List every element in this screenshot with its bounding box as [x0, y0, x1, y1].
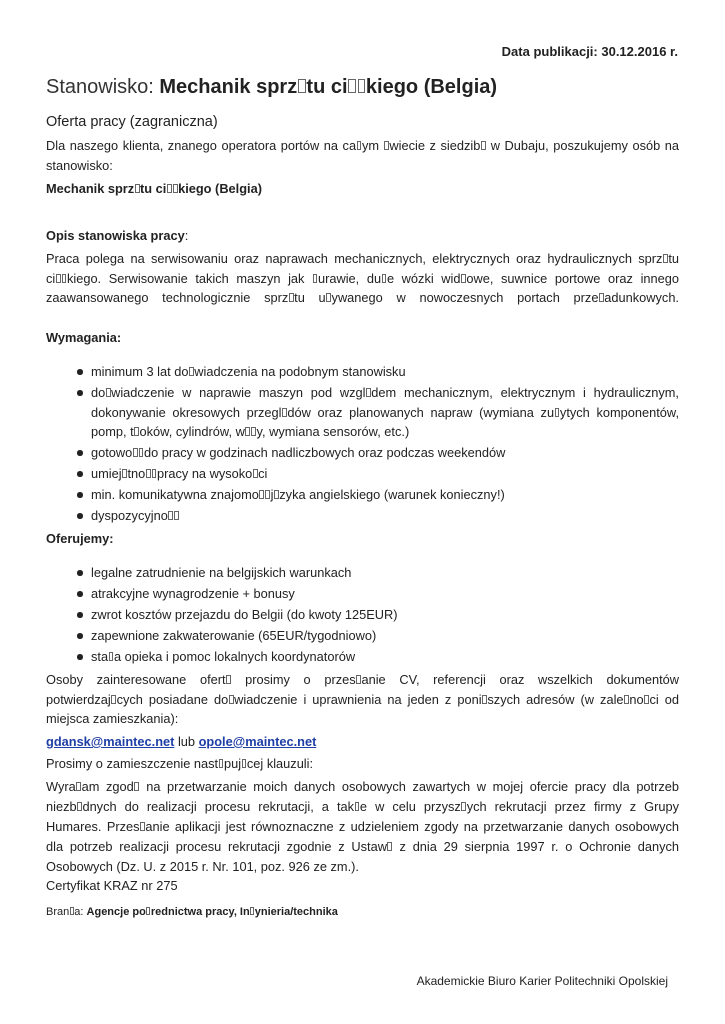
- bullet-icon: [77, 612, 83, 618]
- list-item: [46, 506, 679, 526]
- industry-label: Bran a:: [46, 906, 87, 918]
- industry: [46, 904, 679, 920]
- list-item-text: minimum 3 lat do wiadczenia na podobnym stanowisku: [91, 364, 406, 379]
- bullet-icon: [77, 450, 83, 456]
- list-item: [46, 626, 679, 646]
- clause-line: Osobowych (Dz. U. z 2015 r. Nr. 101, poz. 926 ze zm.).: [46, 859, 359, 874]
- offer-type: Oferta pracy (zagraniczna): [46, 114, 218, 130]
- application-line: potwierdzaj cych posiadane do wiadczenie i uprawnienia na jeden z poni szych adresów (w zale no ci od: [46, 691, 679, 707]
- clause-line: Humares. Przes anie aplikacji jest równoznaczne z udzieleniem zgody na przetwarzanie danych osobowych: [46, 819, 680, 834]
- bullet-icon: [77, 570, 83, 576]
- bullet-icon: [77, 513, 83, 519]
- list-item: [46, 563, 679, 583]
- page-title: [46, 74, 497, 100]
- industry-value: Agencje po rednictwa pracy, In ynieria/technika: [86, 906, 338, 918]
- application-paragraph: [46, 670, 679, 729]
- intro-line: stanowisko:: [46, 157, 113, 173]
- clause-paragraph: [46, 777, 679, 877]
- clause-intro: Prosimy o zamieszczenie nast puj cej klauzuli:: [46, 756, 314, 771]
- bullet-icon: [77, 633, 83, 639]
- bullet-icon: [77, 471, 83, 477]
- list-item: [46, 362, 679, 382]
- email-link-gdansk[interactable]: gdansk@maintec.net: [46, 734, 175, 749]
- application-line: miejsca zamieszkania):: [46, 711, 179, 726]
- description-line: Praca polega na serwisowaniu oraz naprawach mechanicznych, elektrycznych oraz hydraulicznych sprz tu: [46, 251, 679, 266]
- clause-line: dla potrzeb realizacji procesu rekrutacji zgodnie z Ustaw z dnia 29 sierpnia 1997 r. o Ochronie danych: [46, 839, 679, 854]
- footer-source: Akademickie Biuro Karier Politechniki Opolskiej: [416, 974, 668, 988]
- list-item: [46, 605, 679, 625]
- list-item: [46, 464, 679, 484]
- bullet-icon: [77, 591, 83, 597]
- list-item-text: gotowo do pracy w godzinach nadliczbowych oraz podczas weekendów: [91, 445, 506, 460]
- publication-date: Data publikacji: 30.12.2016 r.: [501, 44, 678, 59]
- list-item: [46, 485, 679, 505]
- bullet-icon: [77, 390, 83, 396]
- list-item-text: dokonywanie okresowych przegl dów oraz planowanych napraw (wymiana zu ytych komponentów,: [91, 404, 679, 420]
- contact-emails: [46, 732, 679, 752]
- description-line: ci kiego. Serwisowanie takich maszyn jak urawie, du e wózki wid owe, suwnice portowe oraz innego: [46, 270, 679, 286]
- list-item-text: dyspozycyjno: [91, 506, 679, 526]
- list-item-text: atrakcyjne wynagrodzenie + bonusy: [91, 586, 295, 601]
- bullet-icon: [77, 654, 83, 660]
- bullet-icon: [77, 492, 83, 498]
- list-item: [46, 647, 679, 667]
- requirements-heading: Wymagania:: [46, 330, 122, 345]
- title-prefix: Stanowisko:: [46, 76, 160, 98]
- description-line: zaawansowanego technologicznie sprz tu u ywanego w nowoczesnych portach prze adunkowych.: [46, 290, 679, 305]
- list-item-text: min. komunikatywna znajomo j zyka angielskiego (warunek konieczny!): [91, 487, 505, 502]
- description-paragraph: [46, 249, 679, 308]
- intro-paragraph: [46, 136, 679, 175]
- clause-line: Wyra am zgod na przetwarzanie moich danych osobowych zawartych w mojej ofercie pracy dla potrzeb: [46, 779, 679, 794]
- application-line: Osoby zainteresowane ofert prosimy o przes anie CV, referencji oraz wszelkich dokumentów: [46, 672, 679, 687]
- email-separator: lub: [174, 734, 199, 749]
- description-heading: [46, 226, 679, 246]
- list-item-text: do wiadczenie w naprawie maszyn pod wzgl dem mechanicznym, elektrycznym i hydraulicznym,: [91, 385, 679, 400]
- list-item-text: sta a opieka i pomoc lokalnych koordynatorów: [91, 649, 356, 664]
- requirements-list: [46, 362, 679, 527]
- email-link-opole[interactable]: opole@maintec.net: [198, 734, 317, 749]
- list-item-text: zwrot kosztów przejazdu do Belgii (do kwoty 125EUR): [91, 607, 398, 622]
- title-position: Mechanik sprz tu ci kiego (Belgia): [159, 76, 498, 98]
- list-item-text: legalne zatrudnienie na belgijskich warunkach: [91, 565, 352, 580]
- list-item-text: pomp, t oków, cylindrów, w y, wymiana sensorów, etc.): [91, 424, 410, 439]
- list-item-text: zapewnione zakwaterowanie (65EUR/tygodniowo): [91, 628, 377, 643]
- list-item: [46, 383, 679, 442]
- description-heading-suffix: :: [184, 228, 189, 243]
- description-heading-label: Opis stanowiska pracy: [46, 228, 185, 243]
- list-item: [46, 443, 679, 463]
- bullet-icon: [77, 369, 83, 375]
- list-item: [46, 584, 679, 604]
- benefits-heading: Oferujemy:: [46, 531, 114, 546]
- position-name: Mechanik sprz tu ci kiego (Belgia): [46, 181, 262, 196]
- intro-line: Dla naszego klienta, znanego operatora portów na ca ym wiecie z siedzib w Dubaju, poszukujemy osób na: [46, 138, 680, 153]
- certificate: Certyfikat KRAZ nr 275: [46, 878, 178, 893]
- benefits-list: [46, 563, 679, 668]
- clause-line: niezb dnych do realizacji procesu rekrutacji, a tak e w celu przysz ych rekrutacji przez firmy z Grupy: [46, 799, 679, 814]
- list-item-text: umiej tno pracy na wysoko ci: [91, 466, 268, 481]
